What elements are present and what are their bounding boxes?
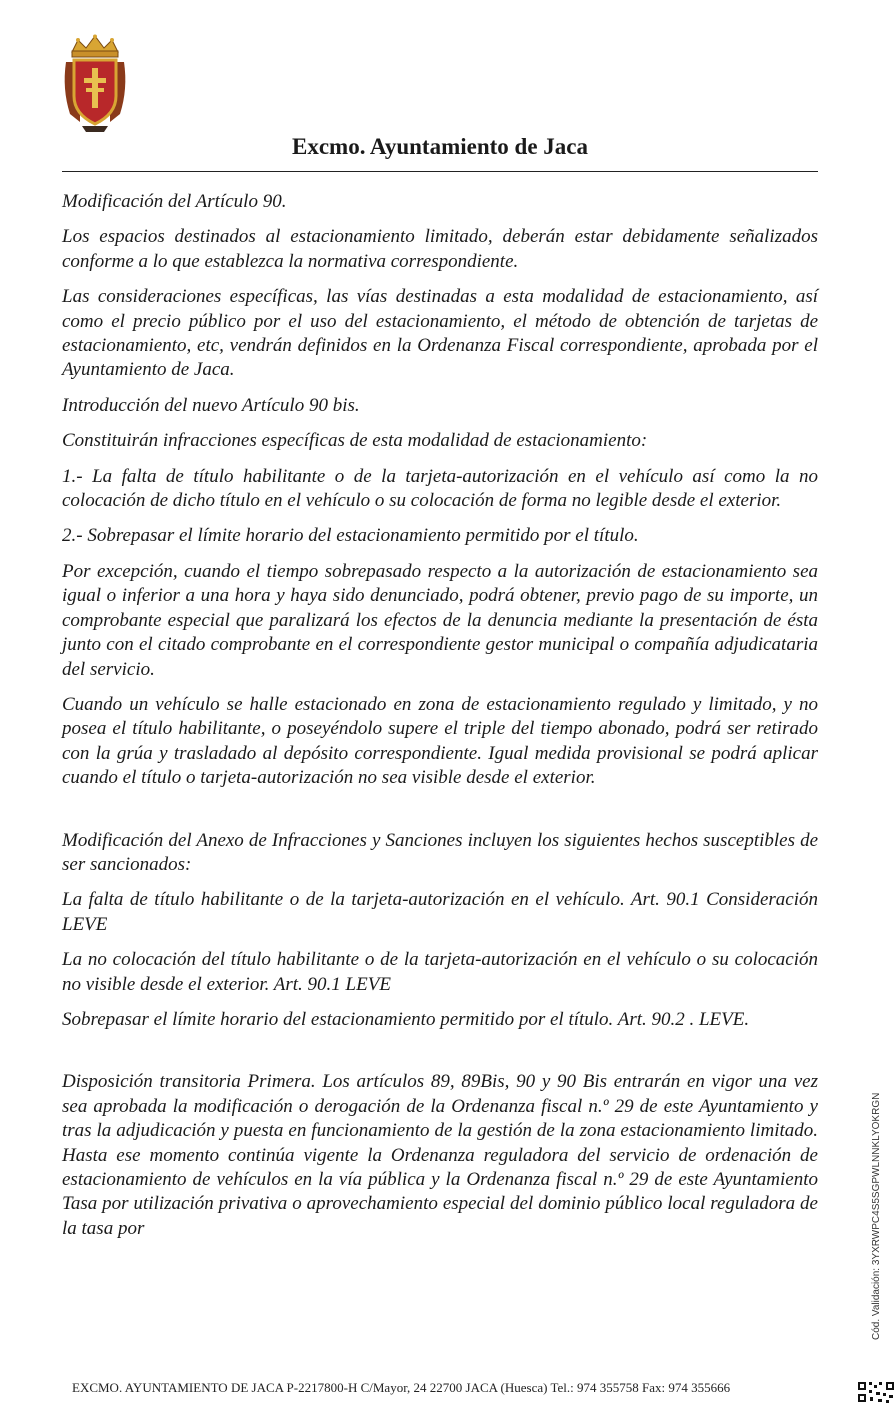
validation-code-stamp: Cód. Validación: 3YXRWPC4S5SGPWLNNKLYOKRGN xyxy=(871,1092,882,1340)
paragraph: Constituirán infracciones específicas de esta modalidad de estacionamiento: xyxy=(62,430,648,452)
footer-address: EXCMO. AYUNTAMIENTO DE JACA P-2217800-H C/Mayor, 24 22700 JACA (Huesca) Tel.: 974 355758 Fax: 974 355666 xyxy=(72,1380,731,1395)
paragraph: Disposición transitoria Primera. Los artículos 89, 89Bis, 90 y 90 Bis entrarán en vigor una vez sea aprobada la modificación o derogación de la Ordenanza fiscal n.º 29 de este Ayuntamiento y tras la adjudicación y puesta en funcionamiento de la gestión de la zona estacionamiento limitado. Hasta ese momento continúa vigente la Ordenanza reguladora del servicio de ordenación de estacionamiento de vehículos en la vía pública y la Ordenanza fiscal n.º 29 de este Ayuntamiento Tasa por utilización privativa o aprovechamiento especial del dominio público local reguladora de la tasa por xyxy=(62,1071,818,1239)
paragraph: Sobrepasar el límite horario del estacionamiento permitido por el título. Art. 90.2 . LEVE. xyxy=(62,1008,750,1030)
header-divider xyxy=(62,171,818,172)
paragraph: 1.- La falta de título habilitante o de la tarjeta-autorización en el vehículo así como la no colocación de dicho título en el vehículo o su colocación de forma no legible desde el exterior. xyxy=(62,465,818,512)
document-body xyxy=(62,190,818,1252)
coat-of-arms-seal xyxy=(60,34,130,134)
page-title: Excmo. Ayuntamiento de Jaca xyxy=(291,134,588,159)
paragraph: Introducción del nuevo Artículo 90 bis. xyxy=(62,394,360,416)
paragraph: Cuando un vehículo se halle estacionado en zona de estacionamiento regulado y limitado, y no posea el título habilitante, o poseyéndolo supere el triple del tiempo abonado, podrá ser retirado con la grúa y trasladado al depósito correspondiente. Igual medida provisional se podrá aplicar cuando el título o tarjeta-autorización no sea visible desde el exterior. xyxy=(62,693,818,789)
paragraph: Las consideraciones específicas, las vías destinadas a esta modalidad de estacionamiento, así como el precio público por el uso del estacionamiento, el método de obtención de tarjetas de estacionamiento, etc, vendrán definidos en la Ordenanza Fiscal correspondiente, aprobada por el Ayuntamiento de Jaca. xyxy=(62,286,818,381)
paragraph: Por excepción, cuando el tiempo sobrepasado respecto a la autorización de estacionamiento sea igual o inferior a una hora y haya sido denunciado, podrá obtener, previo pago de su importe, un comprobante especial que paralizará los efectos de la denuncia mediante la presentación de ésta junto con el citado comprobante en el correspondiente gestor municipal o compañía adjudicataria del servicio. xyxy=(62,560,818,680)
paragraph: Modificación del Artículo 90. xyxy=(62,191,287,212)
paragraph: Modificación del Anexo de Infracciones y Sanciones incluyen los siguientes hechos susceptibles de ser sancionados: xyxy=(62,829,818,875)
paragraph: 2.- Sobrepasar el límite horario del estacionamiento permitido por el título. xyxy=(62,525,639,547)
paragraph: Los espacios destinados al estacionamiento limitado, deberán estar debidamente señalizados conforme a lo que establezca la normativa correspondiente. xyxy=(62,226,818,272)
paragraph: La no colocación del título habilitante o de la tarjeta-autorización en el vehículo o su colocación no visible desde el exterior. Art. 90.1 LEVE xyxy=(62,949,818,995)
paragraph: La falta de título habilitante o de la tarjeta-autorización en el vehículo. Art. 90.1 Consideración LEVE xyxy=(62,889,818,935)
qr-code-icon xyxy=(856,1380,896,1404)
